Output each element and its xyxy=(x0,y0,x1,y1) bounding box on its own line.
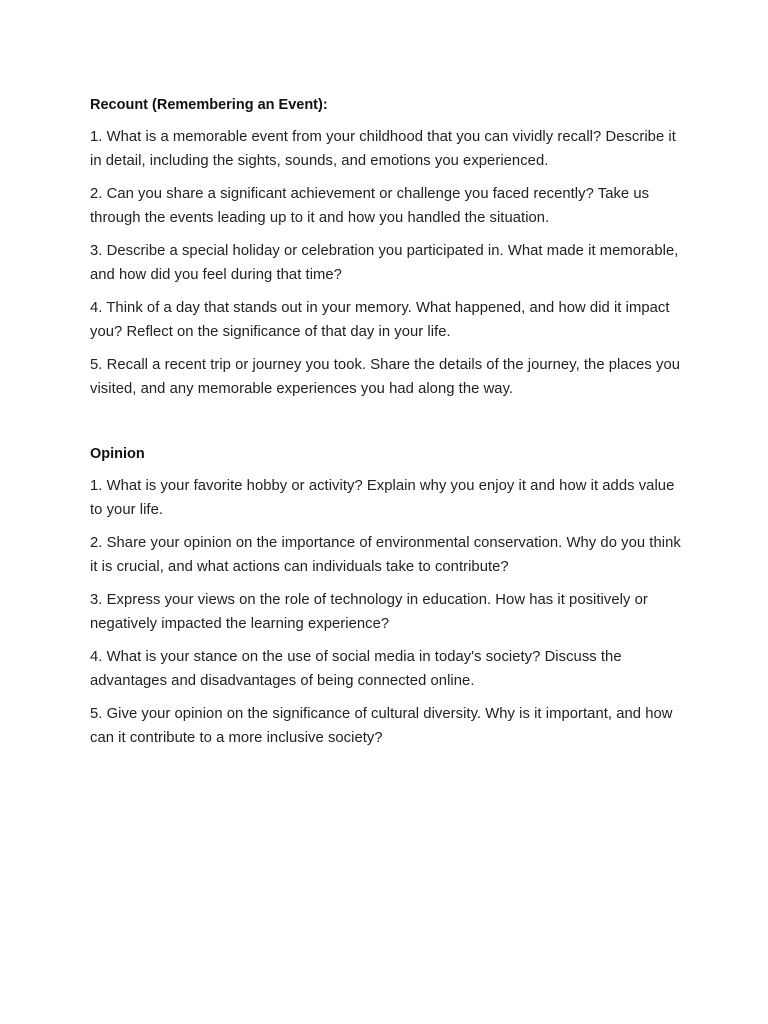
recount-question-5: 5. Recall a recent trip or journey you took. Share the details of the journey, the places you visited, and any memorable experiences you had along the way. xyxy=(90,357,681,397)
recount-question-2: 2. Can you share a significant achievement or challenge you faced recently? Take us through the events leading up to it and how you handled the situation. xyxy=(90,186,650,226)
section-recount xyxy=(90,94,690,401)
recount-question-4: 4. Think of a day that stands out in your memory. What happened, and how did it impact you? Reflect on the significance of that day in your life. xyxy=(90,300,670,340)
opinion-question-1: 1. What is your favorite hobby or activity? Explain why you enjoy it and how it adds value to your life. xyxy=(90,478,675,518)
recount-question-1: 1. What is a memorable event from your childhood that you can vividly recall? Describe it in detail, including the sights, sounds, and emotions you experienced. xyxy=(90,129,676,169)
opinion-question-5: 5. Give your opinion on the significance of cultural diversity. Why is it important, and how can it contribute to a more inclusive society? xyxy=(90,706,673,746)
section-heading-opinion: Opinion xyxy=(90,446,145,462)
opinion-question-4: 4. What is your stance on the use of social media in today's society? Discuss the advantages and disadvantages of being connected online. xyxy=(90,649,622,689)
section-opinion xyxy=(90,443,690,750)
document-content xyxy=(90,94,690,760)
recount-question-3: 3. Describe a special holiday or celebration you participated in. What made it memorable, and how did you feel during that time? xyxy=(90,243,679,283)
opinion-question-2: 2. Share your opinion on the importance of environmental conservation. Why do you think it is crucial, and what actions can individuals take to contribute? xyxy=(90,535,681,575)
section-heading-recount: Recount (Remembering an Event): xyxy=(90,97,328,113)
opinion-question-3: 3. Express your views on the role of technology in education. How has it positively or negatively impacted the learning experience? xyxy=(90,592,648,632)
